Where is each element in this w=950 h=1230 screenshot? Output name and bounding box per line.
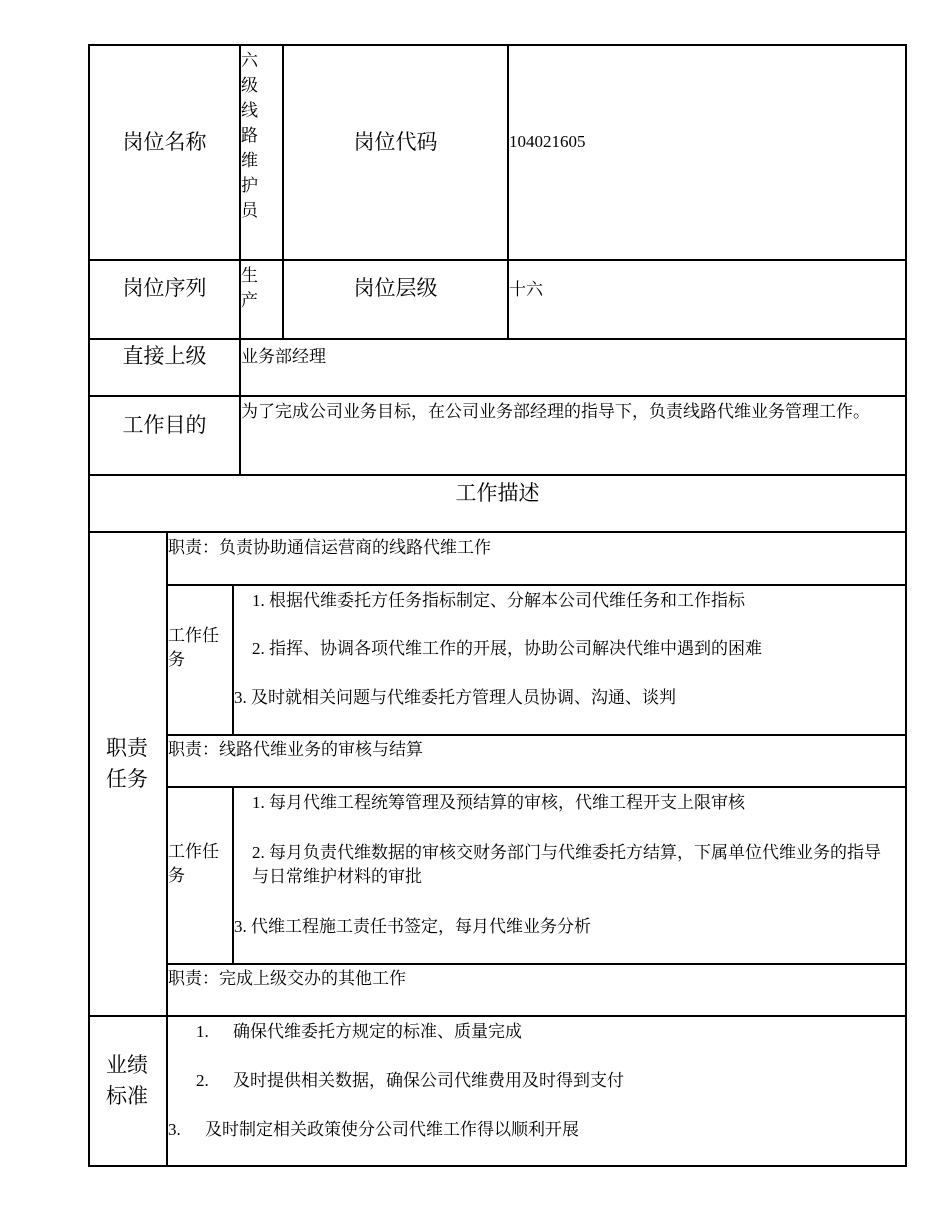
- post-name-value: 六级线路维护员: [241, 51, 258, 220]
- performance-1-num: 1.: [196, 1022, 209, 1041]
- duty-2-task-3: 3. 代维工程施工责任书签定，每月代维业务分析: [234, 917, 591, 936]
- performance-3-text: 及时制定相关政策使分公司代维工作得以顺利开展: [205, 1120, 579, 1139]
- performance-2-text: 及时提供相关数据，确保公司代维费用及时得到支付: [233, 1071, 624, 1090]
- duty-3-title: 职责：完成上级交办的其他工作: [168, 969, 406, 988]
- performance-3-num: 3.: [168, 1120, 181, 1139]
- superior-label: 直接上级: [122, 344, 207, 368]
- post-series-value: 生产: [241, 266, 258, 310]
- performance-2-num: 2.: [196, 1071, 209, 1090]
- duty-1-task-2: 2. 指挥、协调各项代维工作的开展，协助公司解决代维中遇到的困难: [252, 639, 762, 658]
- post-series-label: 岗位序列: [122, 276, 207, 300]
- work-description-header: 工作描述: [455, 481, 540, 505]
- purpose-value: 为了完成公司业务目标，在公司业务部经理的指导下，负责线路代维业务管理工作。: [241, 402, 870, 421]
- post-code-label: 岗位代码: [353, 130, 438, 154]
- duties-label: 职责任务: [106, 736, 148, 791]
- duty-1-title: 职责：负责协助通信运营商的线路代维工作: [168, 538, 491, 557]
- duty-2-title: 职责：线路代维业务的审核与结算: [168, 740, 423, 759]
- post-name-label: 岗位名称: [122, 130, 207, 154]
- superior-value: 业务部经理: [241, 347, 326, 366]
- duty-2-task-label: 工作任务: [168, 842, 219, 885]
- duty-1-task-3: 3. 及时就相关问题与代维委托方管理人员协调、沟通、谈判: [234, 688, 676, 707]
- post-level-value: 十六: [509, 280, 543, 299]
- post-code-value: 104021605: [509, 132, 586, 151]
- performance-label: 业绩标准: [106, 1053, 148, 1108]
- post-level-label: 岗位层级: [353, 276, 438, 300]
- performance-1-text: 确保代维委托方规定的标准、质量完成: [233, 1022, 522, 1041]
- duty-2-task-1: 1. 每月代维工程统筹管理及预结算的审核，代维工程开支上限审核: [252, 793, 745, 812]
- duty-1-task-label: 工作任务: [168, 626, 219, 669]
- purpose-label: 工作目的: [122, 413, 207, 437]
- duty-1-task-1: 1. 根据代维委托方任务指标制定、分解本公司代维任务和工作指标: [252, 591, 745, 610]
- duty-2-task-2: 2. 每月负责代维数据的审核交财务部门与代维委托方结算，下属单位代维业务的指导与日常维护材料的审批: [252, 843, 881, 886]
